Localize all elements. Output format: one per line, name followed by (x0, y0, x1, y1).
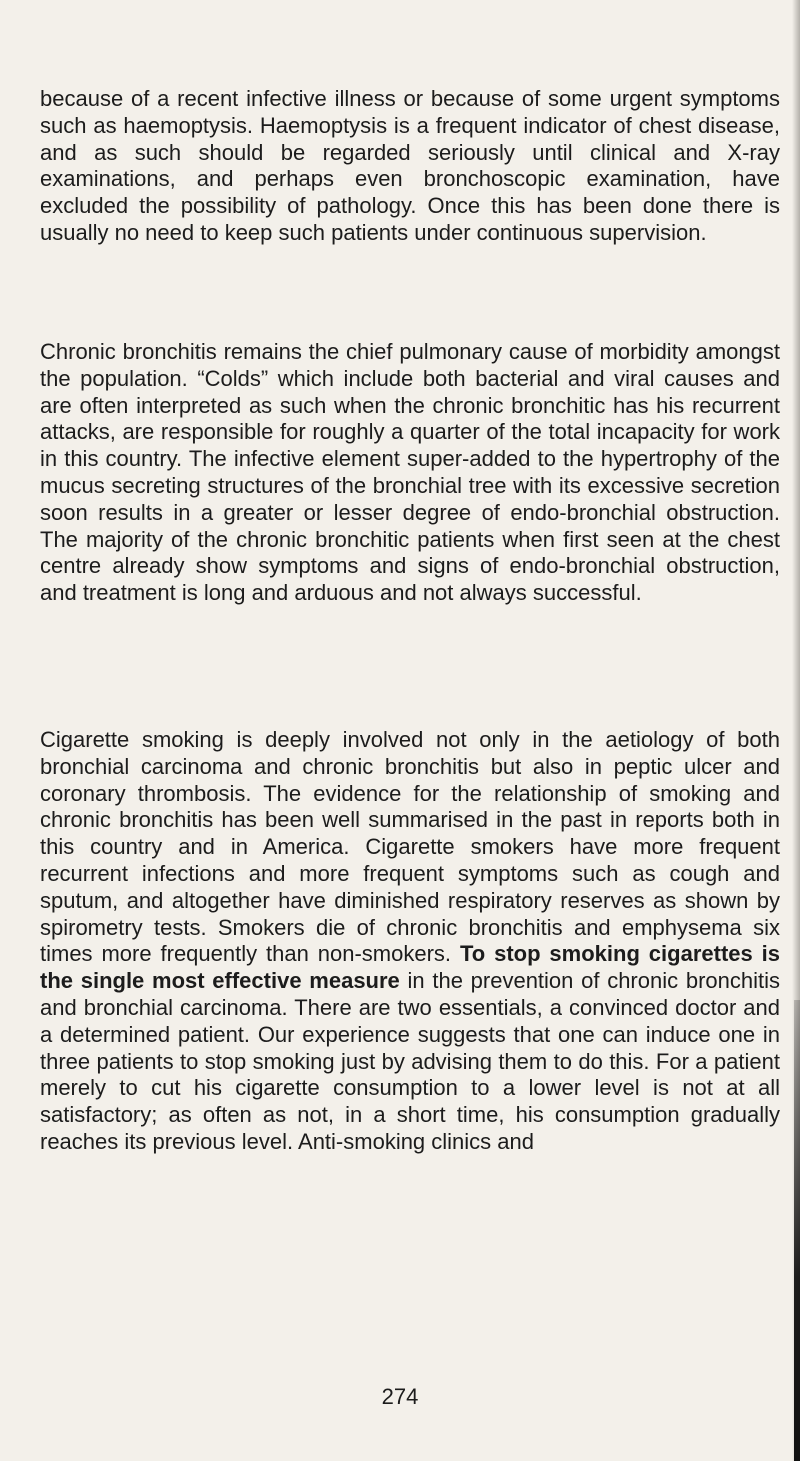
body-text-column (40, 86, 780, 247)
body-text-column (40, 339, 780, 607)
binding-edge (794, 1000, 800, 1461)
emphasized-text: To stop smoking cigarettes is the single most effective measure (40, 941, 780, 994)
page-number: 274 (381, 1384, 419, 1409)
body-text-column (40, 727, 780, 1156)
paragraph-text-end: in the prevention of chronic bronchitis and bronchial carcinoma. There are two essentials, a convinced doctor and a determined patient. Our experience suggests that one can induce one in three patients to stop smoking just by advising them to do this. For a patient merely to cut his cigarette consumption to a lower level is not at all satisfactory; as often as not, in a short time, his consumption gradually reaches its previous level. Anti-smoking clinics and (40, 968, 780, 1154)
paragraph-chronic-bronchitis: Chronic bronchitis remains the chief pulmonary cause of morbidity amongst the population. “Colds” which include both bacterial and viral causes and are often interpreted as such when the chronic bronchitic has his recurrent attacks, are responsible for roughly a quarter of the total incapacity for work in this country. The infective element super-added to the hypertrophy of the mucus secreting structures of the bronchial tree with its excessive secretion soon results in a greater or lesser degree of endo-bronchial obstruction. The majority of the chronic bronchitic patients when first seen at the chest centre already show symptoms and signs of endo-bronchial obstruction, and treatment is long and arduous and not always successful. (40, 339, 780, 606)
paragraph-text-start: Cigarette smoking is deeply involved not only in the aetiology of both bronchial carcinoma and chronic bronchitis but also in peptic ulcer and coronary thrombosis. The evidence for the relationship of smoking and chronic bronchitis has been well summarised in the past in reports both in this country and in America. Cigarette smokers have more frequent recurrent infections and more frequent symptoms such as cough and sputum, and altogether have diminished respiratory reserves as shown by spirometry tests. Smokers die of chronic bronchitis and emphysema six times more frequently than non-smokers. (40, 727, 780, 967)
paragraph-cigarette-smoking (40, 727, 780, 1156)
paragraph-haemoptysis: because of a recent infective illness or because of some urgent symptoms such as haemoptysis. Haemoptysis is a frequent indicator of chest disease, and as such should be regarded seriously until clinical and X-ray examinations, and perhaps even bronchoscopic examination, have excluded the possibility of pathology. Once this has been done there is usually no need to keep such patients under continuous supervision. (40, 86, 780, 245)
